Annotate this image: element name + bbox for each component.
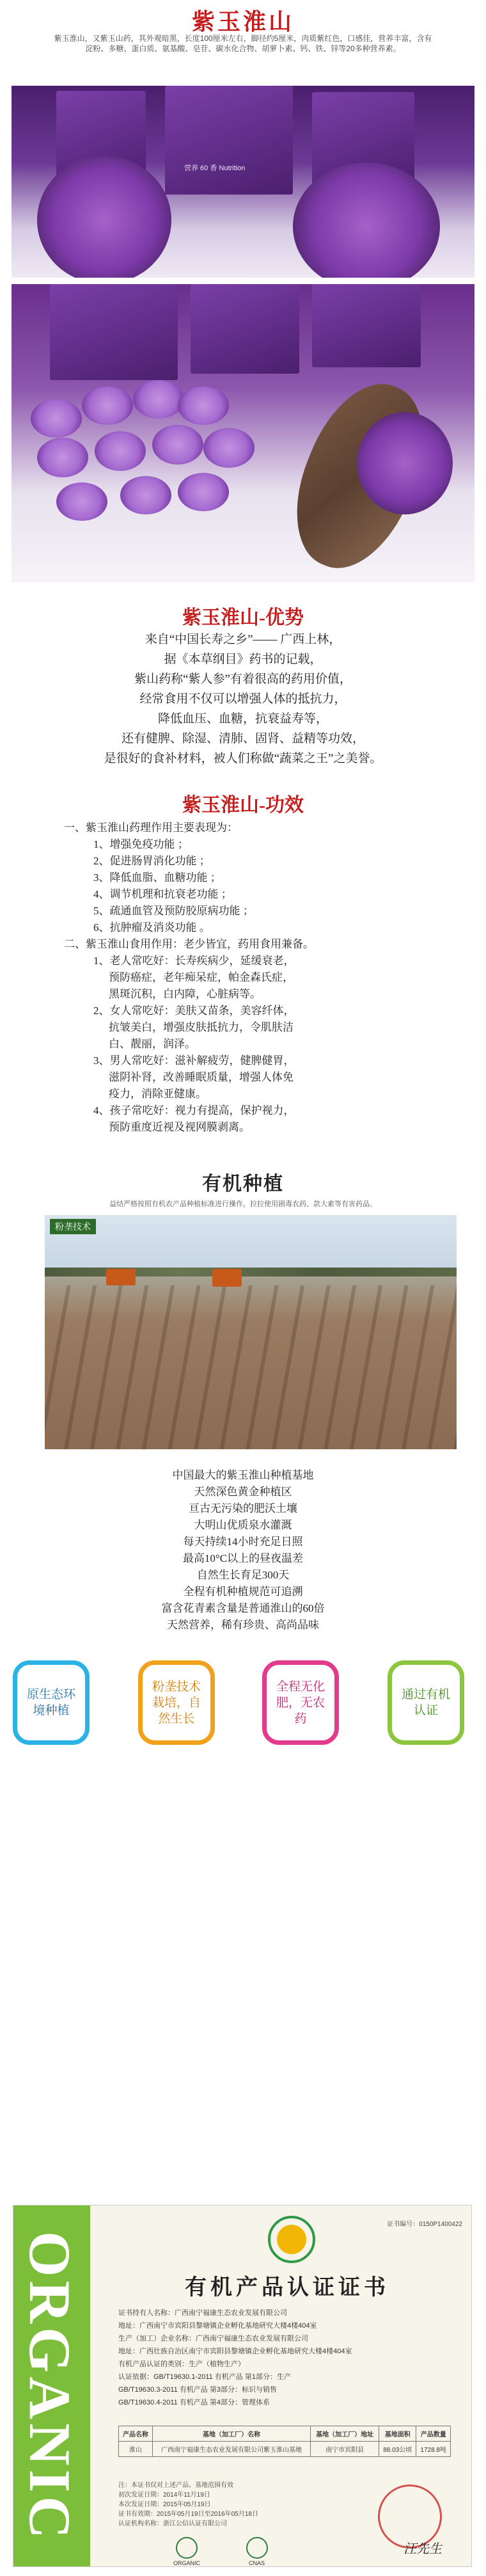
product-box [165,86,293,195]
certificate-details [118,2307,459,2409]
effects-item: 黑斑沉积，白内障，心脏病等。 [109,988,261,1000]
planting-fact: 富含花青素含量是普通淮山的60倍 [161,1602,325,1614]
table-cell: 1728.8吨 [416,2442,451,2457]
effects-item: 预防重度近视及视网膜剥离。 [109,1121,250,1133]
feature-badge-cultivation: 粉垄技术栽培，自然生长 [138,1660,215,1745]
table-header: 产品名称 [119,2426,153,2442]
yam-slice [56,482,107,521]
yam-slice [203,428,255,468]
effects-item: 2、促进肠胃消化功能 ； [93,855,210,867]
effects-item: 抗皱美白，增强皮肤抵抗力，令肌肤洁 [109,1021,294,1033]
certificate-logos [118,2537,464,2566]
table-header: 基地（加工厂）名称 [152,2426,310,2442]
planting-fact: 大明山优质泉水灌溉 [194,1519,292,1531]
certificate-side-band [13,2206,90,2567]
effects-title: 紫玉淮山-功效 [182,795,304,816]
effects-item: 1、老人常吃好：长寿疾病少，延缓衰老， [93,955,295,967]
intro-text: 紫玉淮山，又紫玉山药，其外观暗黑，长度100厘米左右，脚径约5厘米，肉质紫红色，口感佳，营养丰富，含有淀粉、多糖、蛋白质、氨基酸、皂苷、碳水化合物、胡萝卜素、钙、铁、锌等20多种营养素。 [54,34,432,53]
effects-item: 疫力，消除亚健康。 [109,1088,207,1100]
organic-logo-label: ORGANIC [173,2560,201,2566]
planting-fact: 最高10°C以上的昼夜温差 [182,1552,304,1564]
page-title: 紫玉淮山 [191,9,294,35]
yam-slice [82,386,133,425]
yam-slice [178,473,229,511]
certificate-footnote: 初次发证日期：2014年11月19日 [118,2492,210,2499]
tractor [106,1269,136,1285]
effects-item: 1、增强免疫功能 ； [93,838,189,850]
product-box [191,284,299,374]
feature-badge-ecology: 原生态环境种植 [13,1660,90,1745]
advantage-line: 来自“中国长寿之乡”—— 广西上林， [145,633,341,646]
yam-slice [133,380,184,418]
certificate-line: 有机产品认证的类别：生产（植物生产） [118,2360,245,2368]
feature-badge-certified: 通过有机认证 [388,1660,464,1745]
farm-field-photo [45,1215,457,1449]
effects-item: 4、调节机理和抗衰老功能 ； [93,888,232,900]
yam-slice [120,476,171,514]
feature-badges [0,1660,486,1756]
effects-list [64,820,422,1136]
planting-fact: 亘古无污染的肥沃土壤 [189,1502,297,1515]
cnas-logo-label: CNAS [249,2560,265,2566]
product-box [312,284,421,367]
effects-item: 3、男人常吃好：滋补解疲劳，健脾健胃， [93,1054,295,1067]
yam-slice [152,425,203,465]
advantage-line: 是很好的食补材料，被人们称做“蔬菜之王”之美誉。 [104,752,382,765]
effects-item: 4、孩子常吃好：视力有提高，保护视力， [93,1104,295,1117]
effects-item: 5、疏通血管及预防胶原病功能 ； [93,905,254,917]
cnas-logo-icon [246,2537,268,2559]
certificate-number: 证书编号：0150P1400422 [387,2221,462,2228]
effects-item: 预防癌症，老年痴呆症，帕金森氏症， [109,971,294,983]
product-box-label: 营养 60 香 Nutrition [184,164,246,172]
yam-slice [95,431,146,471]
yam-cross-section [293,163,440,278]
effects-heading: 二、紫玉淮山食用作用：老少皆宜，药用食用兼备。 [64,938,314,950]
tractor [212,1269,242,1287]
effects-item: 白、靓丽，润泽。 [109,1038,196,1050]
table-header: 产品数量 [416,2426,451,2442]
certificate-line: 地址：广西壮族自治区南宁市宾阳县黎塘镇企业孵化基地研究大楼4楼404室 [118,2348,352,2355]
effects-item: 2、女人常吃好：美肤又苗条，美容纤体， [93,1005,295,1017]
organic-certificate [13,2205,472,2567]
certificate-line: 生产（加工）企业名称：广西南宁福康生态农业发展有限公司 [118,2335,308,2342]
certificate-line: 证书持有人名称：广西南宁福康生态农业发展有限公司 [118,2309,287,2317]
product-photo-halved-yams [12,86,474,278]
table-cell: 南宁市宾阳县 [311,2442,379,2457]
certificate-footnote: 注：本证书仅对上述产品、基地范围有效 [118,2482,233,2489]
signature: 汪先生 [404,2542,442,2556]
technique-tag: 粉垄技术 [50,1219,96,1234]
planting-fact: 天然深色黄金种植区 [194,1486,292,1498]
table-cell: 88.03公顷 [379,2442,416,2457]
product-box [50,284,178,380]
table-header: 基地面积 [379,2426,416,2442]
advantage-line: 经常食用不仅可以增强人体的抵抗力， [139,692,347,706]
planting-facts [0,1467,486,1634]
planting-fact: 中国最大的紫玉淮山种植基地 [172,1469,314,1481]
advantage-text [45,630,441,768]
advantage-title: 紫玉淮山-优势 [182,607,304,628]
certificate-footnotes [118,2481,349,2529]
planting-fact: 全程有机种植规范可追溯 [183,1586,303,1598]
product-photo-sliced-yams [12,284,474,582]
yam-slice [178,386,229,425]
effects-item: 滋阴补肾，改善睡眠质量，增强人体免 [109,1071,294,1083]
effects-item: 3、降低血脂、血糖功能 ； [93,871,221,884]
planting-fact: 自然生长育足300天 [196,1569,290,1581]
organic-title: 有机种植 [202,1173,284,1195]
certificate-body [103,2206,471,2566]
advantage-line: 紫山药称“紫人参”有着很高的药用价值， [134,672,352,686]
table-row [119,2442,451,2457]
certificate-title: 有机产品认证证书 [185,2276,389,2300]
yam-slice [31,399,82,438]
advantage-line: 还有健脾、除湿、清肺、固肾、益精等功效， [121,732,364,745]
certificate-line: GB/T19630.3-2011 有机产品 第3部分：标识与销售 [118,2386,277,2394]
effects-item: 6、抗肿瘤及消炎功能 。 [93,921,210,934]
organic-seal-icon [268,2216,315,2263]
yam-cross-section [37,156,171,278]
certificate-line: GB/T19630.4-2011 有机产品 第4部分：管理体系 [118,2399,270,2406]
organic-note: 益结严格按照有机农产品种植标准进行操作，拉拉使用剧毒农药、款大素等有害药品。 [109,1200,377,1208]
certificate-table [118,2426,451,2457]
feature-badge-no-chemicals: 全程无化肥，无农药 [262,1660,339,1745]
effects-heading: 一、紫玉淮山药理作用主要表现为： [64,822,238,834]
advantage-line: 据《本草纲目》药书的记载， [164,653,322,666]
certificate-footnote: 本次发证日期：2015年05月19日 [118,2501,211,2508]
table-cell: 广西南宁福康生态农业发展有限公司紫玉淮山基地 [152,2442,310,2457]
planting-fact: 每天持续14小时充足日照 [183,1536,303,1548]
yam-slice [37,438,88,477]
planting-fact: 天然营养，稀有珍贵、高尚品味 [167,1619,319,1631]
table-cell: 淮山 [119,2442,153,2457]
yam-cross-section [357,412,453,514]
organic-logo-icon [176,2537,198,2559]
certificate-footnote: 证书有效期：2015年05月19日至2016年05月18日 [118,2511,258,2518]
soil-rows [45,1285,457,1449]
certificate-line: 地址：广西南宁市宾阳县黎塘镇企业孵化基地研究大楼4楼404室 [118,2322,317,2330]
certificate-line: 认证依据：GB/T19630.1-2011 有机产品 第1部分：生产 [118,2373,291,2381]
advantage-line: 降低血压、血糖，抗衰益寿等， [157,712,328,726]
table-header: 基地（加工厂）地址 [311,2426,379,2442]
organic-word: ORGANIC [17,2231,82,2543]
certificate-footnote: 认证机构名称：浙江公信认证有限公司 [118,2520,227,2527]
